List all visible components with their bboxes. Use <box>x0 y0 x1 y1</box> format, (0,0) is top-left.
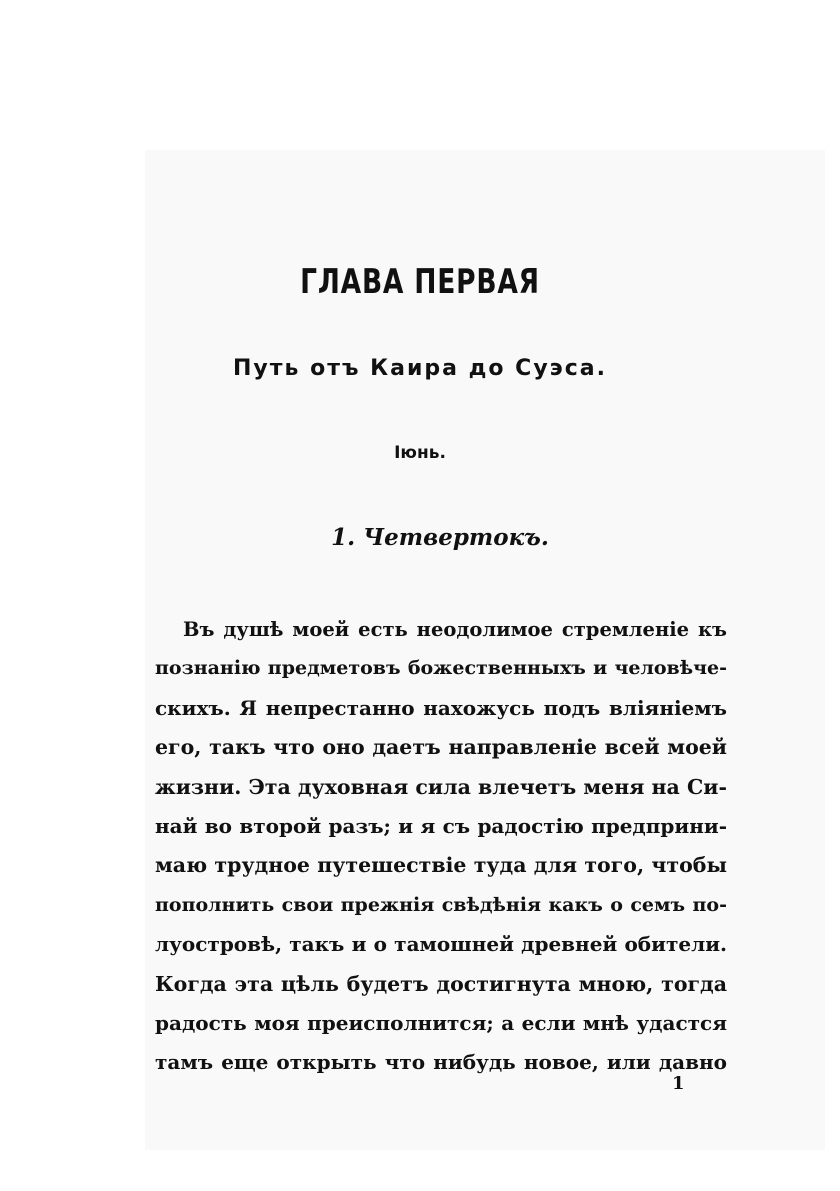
body-line: Въ душѣ моей есть неодолимое стремленіе къ <box>183 618 727 641</box>
body-line: пополнить свои прежнія свѣдѣнія какъ о семъ по- <box>155 893 727 916</box>
body-line: познанію предметовъ божественныхъ и человѣче- <box>155 657 727 680</box>
body-line: маю трудное путешествіе туда для того, чтобы <box>155 853 727 878</box>
date-heading: 1. Четвертокъ. <box>331 524 549 551</box>
body-text <box>155 610 727 1083</box>
page-number: 1 <box>672 1073 685 1094</box>
body-line: тамъ еще открыть что нибудь новое, или давно <box>155 1050 727 1075</box>
body-line: радость моя преисполнится; а если мнѣ удастся <box>155 1010 727 1035</box>
chapter-title: ГЛАВА ПЕРВАЯ <box>300 262 540 302</box>
body-line: луостровѣ, такъ и о тамошней древней обители. <box>155 932 727 957</box>
month-heading: Iюнь. <box>394 443 446 463</box>
body-line: най во второй разъ; и я съ радостію предприни- <box>155 813 727 838</box>
body-line: скихъ. Я непрестанно нахожусь подъ вліяніемъ <box>155 695 727 720</box>
body-line: Когда эта цѣль будетъ достигнута мною, тогда <box>155 971 727 996</box>
body-line: жизни. Эта духовная сила влечетъ меня на Си- <box>155 774 727 799</box>
body-line: его, такъ что оно даетъ направленіе всей моей <box>155 735 727 760</box>
chapter-subtitle: Путь отъ Каира до Суэса. <box>233 356 607 381</box>
